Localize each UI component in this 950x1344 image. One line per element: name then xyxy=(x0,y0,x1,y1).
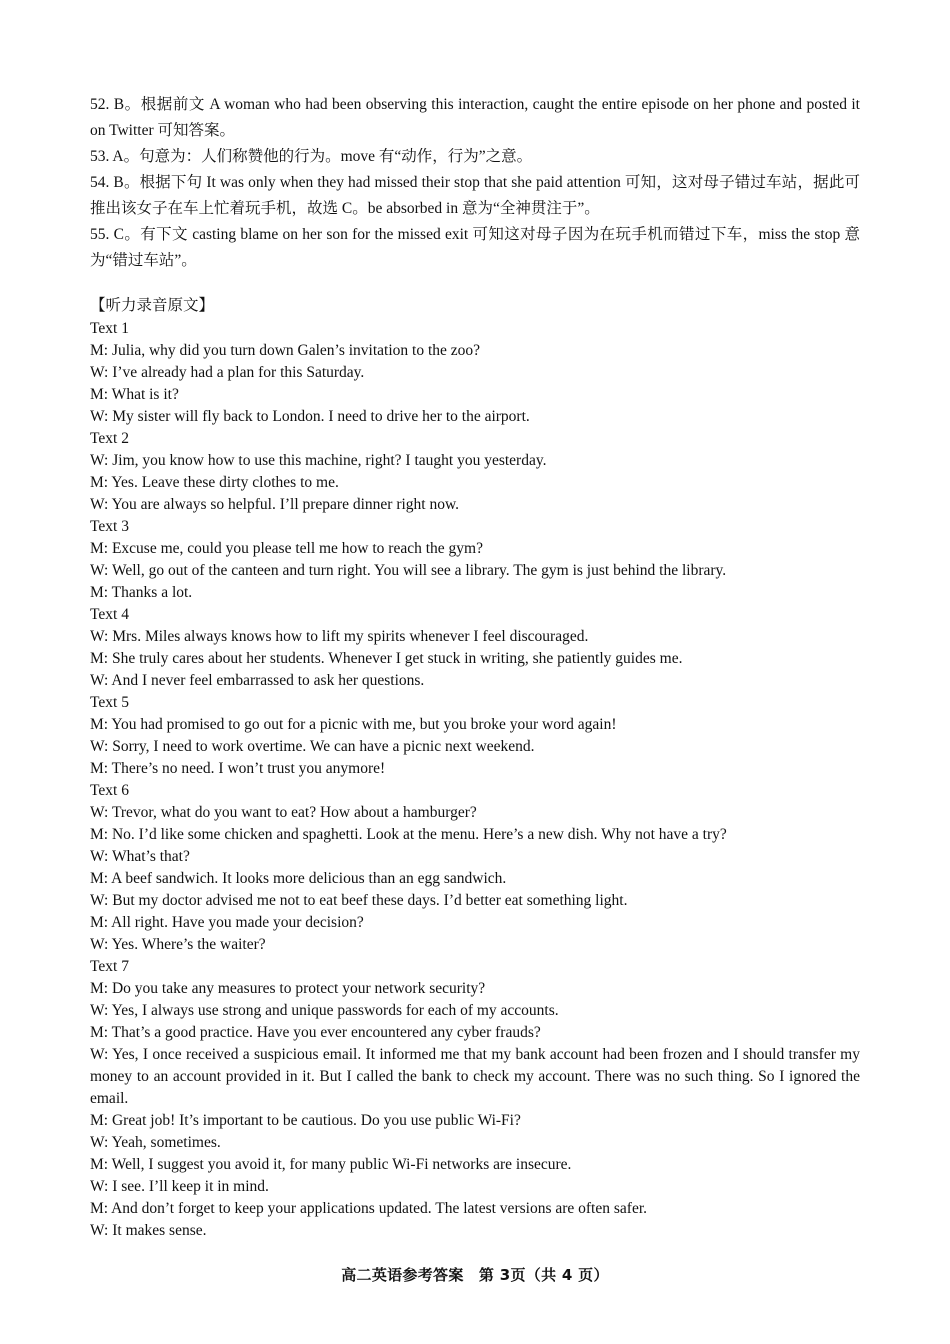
text-section-label: Text 4 xyxy=(90,606,129,623)
answer-53: 53. A。句意为：人们称赞他的行为。move 有“动作，行为”之意。 xyxy=(90,148,533,165)
dialogue-line: M: And don’t forget to keep your applications updated. The latest versions are often safer. xyxy=(90,1200,648,1217)
dialogue-line: W: And I never feel embarrassed to ask her questions. xyxy=(90,672,425,689)
dialogue-line: M: Excuse me, could you please tell me how to reach the gym? xyxy=(90,540,483,557)
answer-55: 55. C。有下文 casting blame on her son for the missed exit 可知这对母子因为在玩手机而错过下车，miss the stop 意为“错过车站”。 xyxy=(90,226,860,269)
dialogue-line: M: Yes. Leave these dirty clothes to me. xyxy=(90,474,339,491)
dialogue-line: M: All right. Have you made your decision? xyxy=(90,914,364,931)
answer-54: 54. B。根据下句 It was only when they had missed their stop that she paid attention 可知，这对母子错过车站，据此可推出该女子在车上忙着玩手机，故选 C。be absorbed in 意为“全神贯注于”。 xyxy=(90,174,860,217)
dialogue-line: M: Do you take any measures to protect your network security? xyxy=(90,980,486,997)
dialogue-line: M: A beef sandwich. It looks more delicious than an egg sandwich. xyxy=(90,870,507,887)
dialogue-line: W: Yeah, sometimes. xyxy=(90,1134,221,1151)
dialogue-line: W: What’s that? xyxy=(90,848,190,865)
dialogue-line: M: What is it? xyxy=(90,386,179,403)
listening-transcript xyxy=(90,295,860,1242)
dialogue-line: M: Great job! It’s important to be cautious. Do you use public Wi-Fi? xyxy=(90,1112,521,1129)
transcript-heading: 【听力录音原文】 xyxy=(90,297,215,314)
dialogue-line: W: I see. I’ll keep it in mind. xyxy=(90,1178,269,1195)
transcript-lines xyxy=(90,318,860,1242)
dialogue-line: W: But my doctor advised me not to eat beef these days. I’d better eat something light. xyxy=(90,892,628,909)
dialogue-line: M: Thanks a lot. xyxy=(90,584,193,601)
dialogue-line: W: Jim, you know how to use this machine, right? I taught you yesterday. xyxy=(90,452,547,469)
dialogue-line: M: That’s a good practice. Have you ever encountered any cyber frauds? xyxy=(90,1024,541,1041)
dialogue-line: W: Yes. Where’s the waiter? xyxy=(90,936,266,953)
dialogue-line: W: Mrs. Miles always knows how to lift my spirits whenever I feel discouraged. xyxy=(90,628,589,645)
text-section-label: Text 1 xyxy=(90,320,129,337)
dialogue-line: W: Trevor, what do you want to eat? How about a hamburger? xyxy=(90,804,477,821)
dialogue-line: M: Julia, why did you turn down Galen’s invitation to the zoo? xyxy=(90,342,481,359)
dialogue-line: M: Well, I suggest you avoid it, for many public Wi-Fi networks are insecure. xyxy=(90,1156,572,1173)
dialogue-line: W: Yes, I once received a suspicious email. It informed me that my bank account had been frozen and I should transfer my money to an account provided in it. But I called the bank to check my account. There was no such thing. So I ignored the email. xyxy=(90,1046,860,1107)
dialogue-line: W: You are always so helpful. I’ll prepare dinner right now. xyxy=(90,496,460,513)
text-section-label: Text 3 xyxy=(90,518,129,535)
dialogue-line: M: You had promised to go out for a picnic with me, but you broke your word again! xyxy=(90,716,617,733)
text-section-label: Text 7 xyxy=(90,958,129,975)
text-section-label: Text 5 xyxy=(90,694,129,711)
dialogue-line: W: It makes sense. xyxy=(90,1222,207,1239)
dialogue-line: W: Yes, I always use strong and unique passwords for each of my accounts. xyxy=(90,1002,559,1019)
page-footer: 高二英语参考答案 第 3页（共 4 页） xyxy=(341,1266,609,1284)
text-section-label: Text 6 xyxy=(90,782,129,799)
dialogue-line: M: She truly cares about her students. Whenever I get stuck in writing, she patiently guides me. xyxy=(90,650,683,667)
dialogue-line: M: No. I’d like some chicken and spaghetti. Look at the menu. Here’s a new dish. Why not have a try? xyxy=(90,826,727,843)
answer-explanations xyxy=(90,92,860,274)
dialogue-line: W: My sister will fly back to London. I need to drive her to the airport. xyxy=(90,408,530,425)
dialogue-line: W: Sorry, I need to work overtime. We can have a picnic next weekend. xyxy=(90,738,535,755)
dialogue-line: M: There’s no need. I won’t trust you anymore! xyxy=(90,760,386,777)
dialogue-line: W: I’ve already had a plan for this Saturday. xyxy=(90,364,365,381)
dialogue-line: W: Well, go out of the canteen and turn right. You will see a library. The gym is just behind the library. xyxy=(90,562,727,579)
answer-52: 52. B。根据前文 A woman who had been observing this interaction, caught the entire episode on her phone and posted it on Twitter 可知答案。 xyxy=(90,96,860,139)
text-section-label: Text 2 xyxy=(90,430,129,447)
